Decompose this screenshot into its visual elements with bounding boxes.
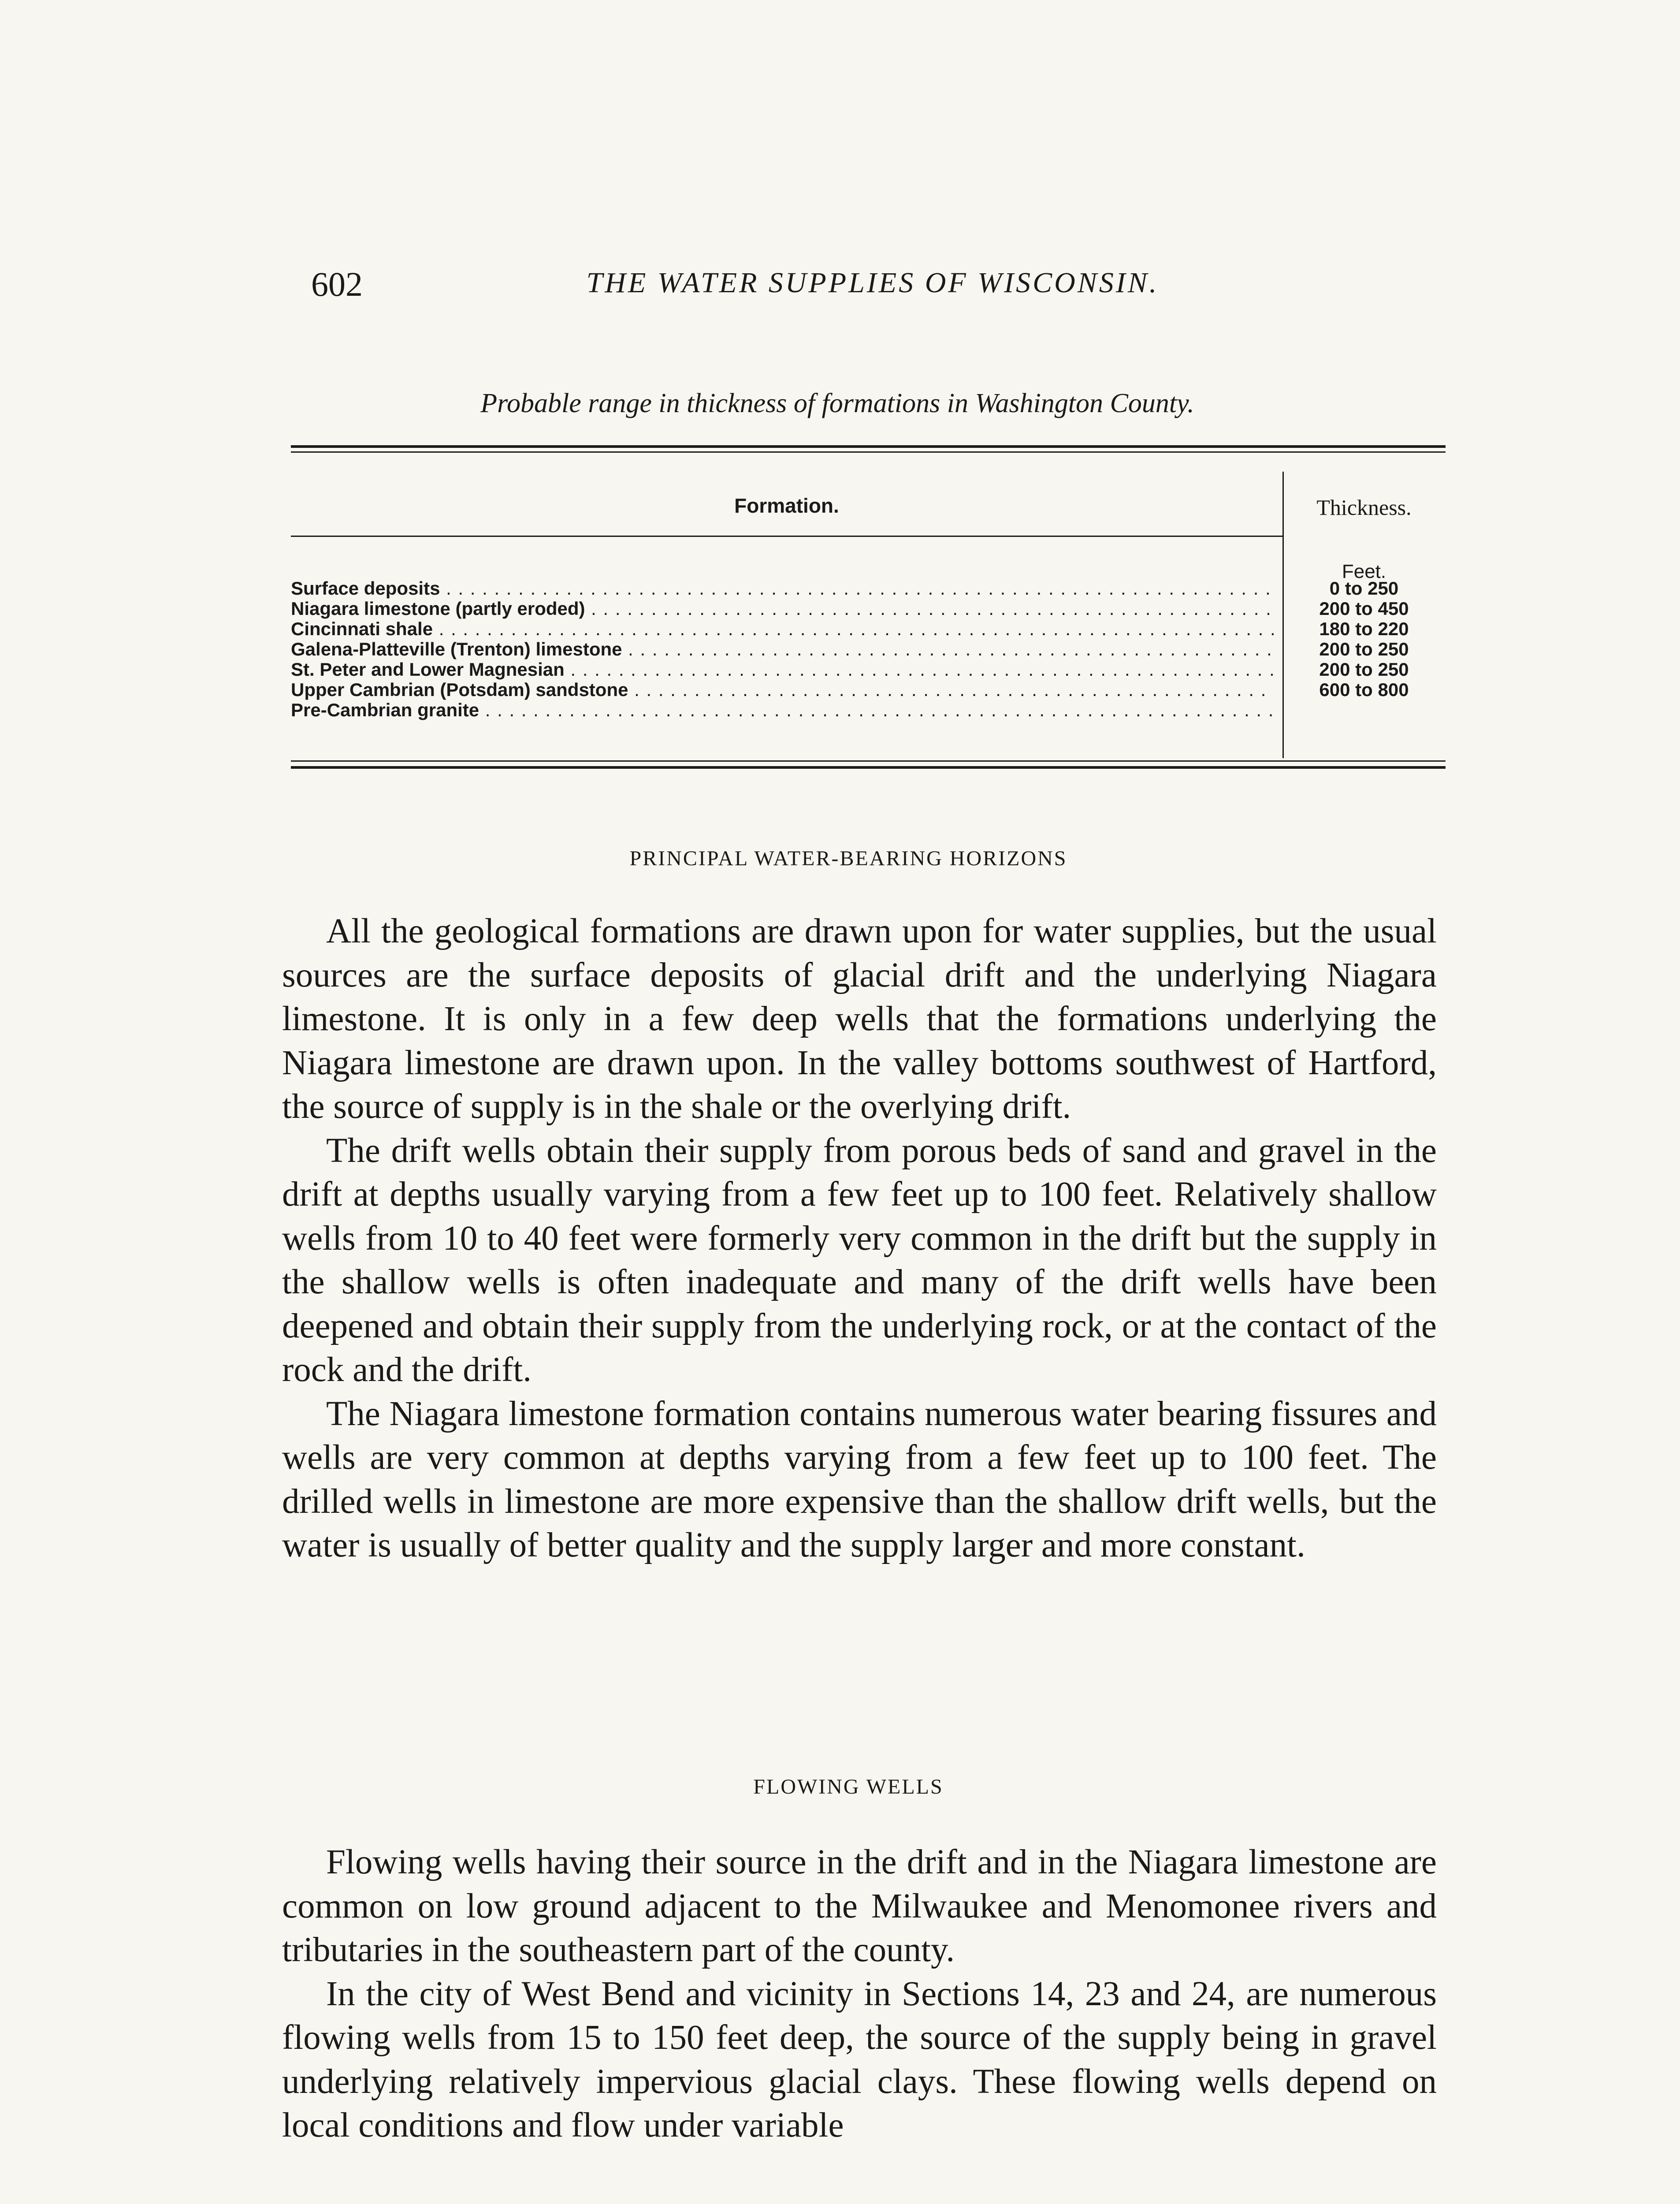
table-bottom-rule-inner bbox=[291, 760, 1446, 762]
formation-name: Pre-Cambrian granite . . . bbox=[291, 700, 1274, 720]
header-rule bbox=[291, 536, 1282, 537]
table-top-rule bbox=[291, 445, 1446, 448]
formation-name: Niagara limestone (partly eroded) . . . bbox=[291, 599, 1274, 619]
thickness-value: 0 to 250 bbox=[1329, 578, 1399, 599]
table-row bbox=[291, 599, 1446, 619]
paragraph: In the city of West Bend and vicinity in Sections 14, 23 and 24, are numerous flowing wells from 15 to 150 feet deep, the source of the supply being in gravel underlying relatively impervious glacial clays. These flowing wells depend on local conditions and flow under variable bbox=[282, 1974, 1437, 2144]
formation-name: Galena-Platteville (Trenton) limestone . . . bbox=[291, 639, 1274, 659]
table-row bbox=[291, 578, 1446, 599]
section-heading-flowing-wells: FLOWING WELLS bbox=[753, 1775, 944, 1798]
paragraph: The Niagara limestone formation contains numerous water bearing fissures and wells are very common at depths varying from a few feet up to 100 feet. The drilled wells in limestone are more expensive than the shallow drift wells, but the water is usually of better quality and the supply larger and more constant. bbox=[282, 1394, 1437, 1564]
running-head bbox=[0, 264, 1680, 309]
page-number: 602 bbox=[311, 265, 363, 303]
thickness-value: 180 to 220 bbox=[1319, 618, 1409, 639]
thickness-value: 600 to 800 bbox=[1319, 679, 1409, 700]
table-top-rule-inner bbox=[291, 451, 1446, 453]
running-title: THE WATER SUPPLIES OF WISCONSIN. bbox=[586, 267, 1159, 299]
table-caption: Probable range in thickness of formations in Washington County. bbox=[480, 388, 1194, 418]
formation-name: St. Peter and Lower Magnesian . . . bbox=[291, 659, 1274, 680]
column-header-formation: Formation. bbox=[734, 494, 839, 517]
paragraph: The drift wells obtain their supply from porous beds of sand and gravel in the drift at depths usually varying from a few feet up to 100 feet. Relatively shallow wells from 10 to 40 feet were formerly very common in the drift but the supply in the shallow wells is often inadequate and many of the drift wells have been deepened and obtain their supply from the underlying rock, or at the contact of the rock and the drift. bbox=[282, 1131, 1437, 1389]
formation-thickness-table bbox=[291, 445, 1446, 785]
section-heading-water-bearing: PRINCIPAL WATER-BEARING HORIZONS bbox=[629, 847, 1067, 870]
table-row bbox=[291, 639, 1446, 659]
formation-name: Surface deposits . . . bbox=[291, 578, 1274, 599]
paragraph: Flowing wells having their source in the drift and in the Niagara limestone are common on low ground adjacent to the Milwaukee and Menomonee rivers and tributaries in the southeastern part of the county. bbox=[282, 1843, 1437, 1969]
formation-name: Cincinnati shale . . . bbox=[291, 619, 1274, 639]
thickness-value: 200 to 250 bbox=[1319, 659, 1409, 680]
table-body bbox=[291, 578, 1446, 720]
table-row bbox=[291, 700, 1446, 720]
thickness-value: 200 to 450 bbox=[1319, 598, 1409, 619]
unit-label: Feet. bbox=[1342, 561, 1386, 582]
paragraph: All the geological formations are drawn upon for water supplies, but the usual sources are the surface deposits of glacial drift and the underlying Niagara limestone. It is only in a few deep wells that the formations underlying the Niagara limestone are drawn upon. In the valley bottoms southwest of Hartford, the source of supply is in the shale or the overlying drift. bbox=[282, 912, 1437, 1126]
table-row bbox=[291, 659, 1446, 680]
table-row bbox=[291, 680, 1446, 700]
column-header-thickness: Thickness. bbox=[1316, 495, 1412, 520]
formation-name: Upper Cambrian (Potsdam) sandstone . . . bbox=[291, 680, 1274, 700]
section-body-flowing-wells bbox=[282, 1840, 1437, 2148]
thickness-value: 200 to 250 bbox=[1319, 639, 1409, 659]
section-body-water-bearing bbox=[282, 909, 1437, 1567]
table-bottom-rule bbox=[291, 766, 1446, 769]
table-row bbox=[291, 619, 1446, 639]
